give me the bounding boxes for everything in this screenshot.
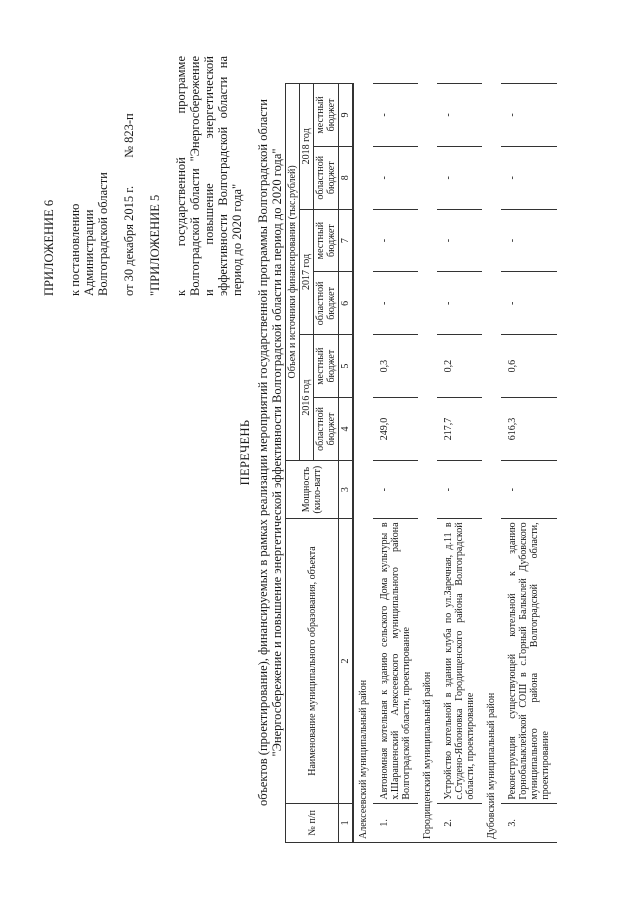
col-header-2018: 2018 год [300,84,314,210]
row-number: 1. [373,803,418,842]
title-heading: ПЕРЕЧЕНЬ [238,419,252,486]
cell-power: - [437,460,482,519]
title-line-1: объектов (проектирование), финансируемых в рамках реализации мероприятий государственной программы Волгоградской области [256,99,270,806]
col-header-2017-regional: областной бюджет [314,272,339,335]
objects-table [285,83,557,843]
table-row [437,84,482,843]
col-header-2018-regional: областной бюджет [314,146,339,209]
row-number: 3. [501,803,557,842]
col-index: 6 [339,272,354,335]
appendix-header [42,56,244,296]
col-index: 2 [339,519,354,803]
district-row [353,84,373,843]
col-index: 1 [339,803,354,842]
table-row [373,84,418,843]
cell-2016-regional: 249,0 [373,398,418,461]
col-header-power: Мощность (кило-ватт) [286,460,339,519]
decree-date-number [122,56,136,296]
district-row [482,84,501,843]
col-header-2017-local: местный бюджет [314,209,339,272]
col-header-funding: Объем и источники финансирования (тыс.рублей) [286,84,300,461]
col-index: 3 [339,460,354,519]
decree-date: от 30 декабря 2015 г. [122,185,136,296]
cell-2016-regional: 616,3 [501,398,557,461]
col-index: 9 [339,84,354,147]
cell-2018-local: - [437,84,482,147]
object-name: Автономная котельная к зданию сельского Дома культуры в х.Шарашенский Алексеевского муниципального района Волгоградской области, проектирование [373,519,418,803]
title-line-2: "Энергосбережение и повышение энергетической эффективности Волгоградской области на период до 2020 года" [270,148,284,757]
cell-2017-regional: - [437,272,482,335]
col-index: 7 [339,209,354,272]
cell-2017-regional: - [501,272,557,335]
cell-2017-local: - [437,209,482,272]
col-index: 5 [339,335,354,398]
col-header-2016-regional: областной бюджет [314,398,339,461]
cell-2018-regional: - [437,146,482,209]
col-header-name: Наименование муниципального образования, объекта [286,519,339,803]
district-name: Городищенский муниципальный район [418,84,437,843]
district-row [418,84,437,843]
cell-2018-regional: - [373,146,418,209]
decree-ref-line-2: Администрации [82,209,96,296]
col-header-2017: 2017 год [300,209,314,335]
cell-power: - [501,460,557,519]
district-name: Алексеевский муниципальный район [353,84,373,843]
col-header-no: № п/п [286,803,339,842]
cell-2017-local: - [501,209,557,272]
object-name: Реконструкция существующей котельной к зданию Горнобалыклейской СОШ в с.Горный Балыклей Дубовского муниципального района Волгоградской области, проектирование [501,519,557,803]
cell-power: - [373,460,418,519]
column-index-row [339,84,354,843]
cell-2016-local: 0,3 [373,335,418,398]
cell-2016-regional: 217,7 [437,398,482,461]
cell-2018-local: - [373,84,418,147]
cell-2018-regional: - [501,146,557,209]
decree-number: № 823-п [122,113,136,158]
district-name: Дубовский муниципальный район [482,84,501,843]
col-header-2016: 2016 год [300,335,314,461]
object-name: Устройство котельной в здании клуба по ул.Заречная, д.11 в с.Студено-Яблоновка Городищенского района Волгоградской области, проектирование [437,519,482,803]
decree-ref-line-3: Волгоградской области [96,172,110,296]
row-number: 2. [437,803,482,842]
table-row [501,84,557,843]
appendix-title: ПРИЛОЖЕНИЕ 6 [42,199,56,296]
document-title [238,60,284,845]
col-index: 8 [339,146,354,209]
cell-2018-local: - [501,84,557,147]
col-index: 4 [339,398,354,461]
appendix5-title: "ПРИЛОЖЕНИЕ 5 [148,194,162,296]
cell-2016-local: 0,6 [501,335,557,398]
cell-2017-regional: - [373,272,418,335]
col-header-2018-local: местный бюджет [314,84,339,147]
col-header-2016-local: местный бюджет [314,335,339,398]
decree-ref-line-1: к постановлению [68,203,82,296]
cell-2016-local: 0,2 [437,335,482,398]
cell-2017-local: - [373,209,418,272]
program-reference: к государственной программе Волгоградской области "Энергосбережение и повышение энергетической эффективности Волгоградской области на период до 2020 года" [174,56,244,296]
